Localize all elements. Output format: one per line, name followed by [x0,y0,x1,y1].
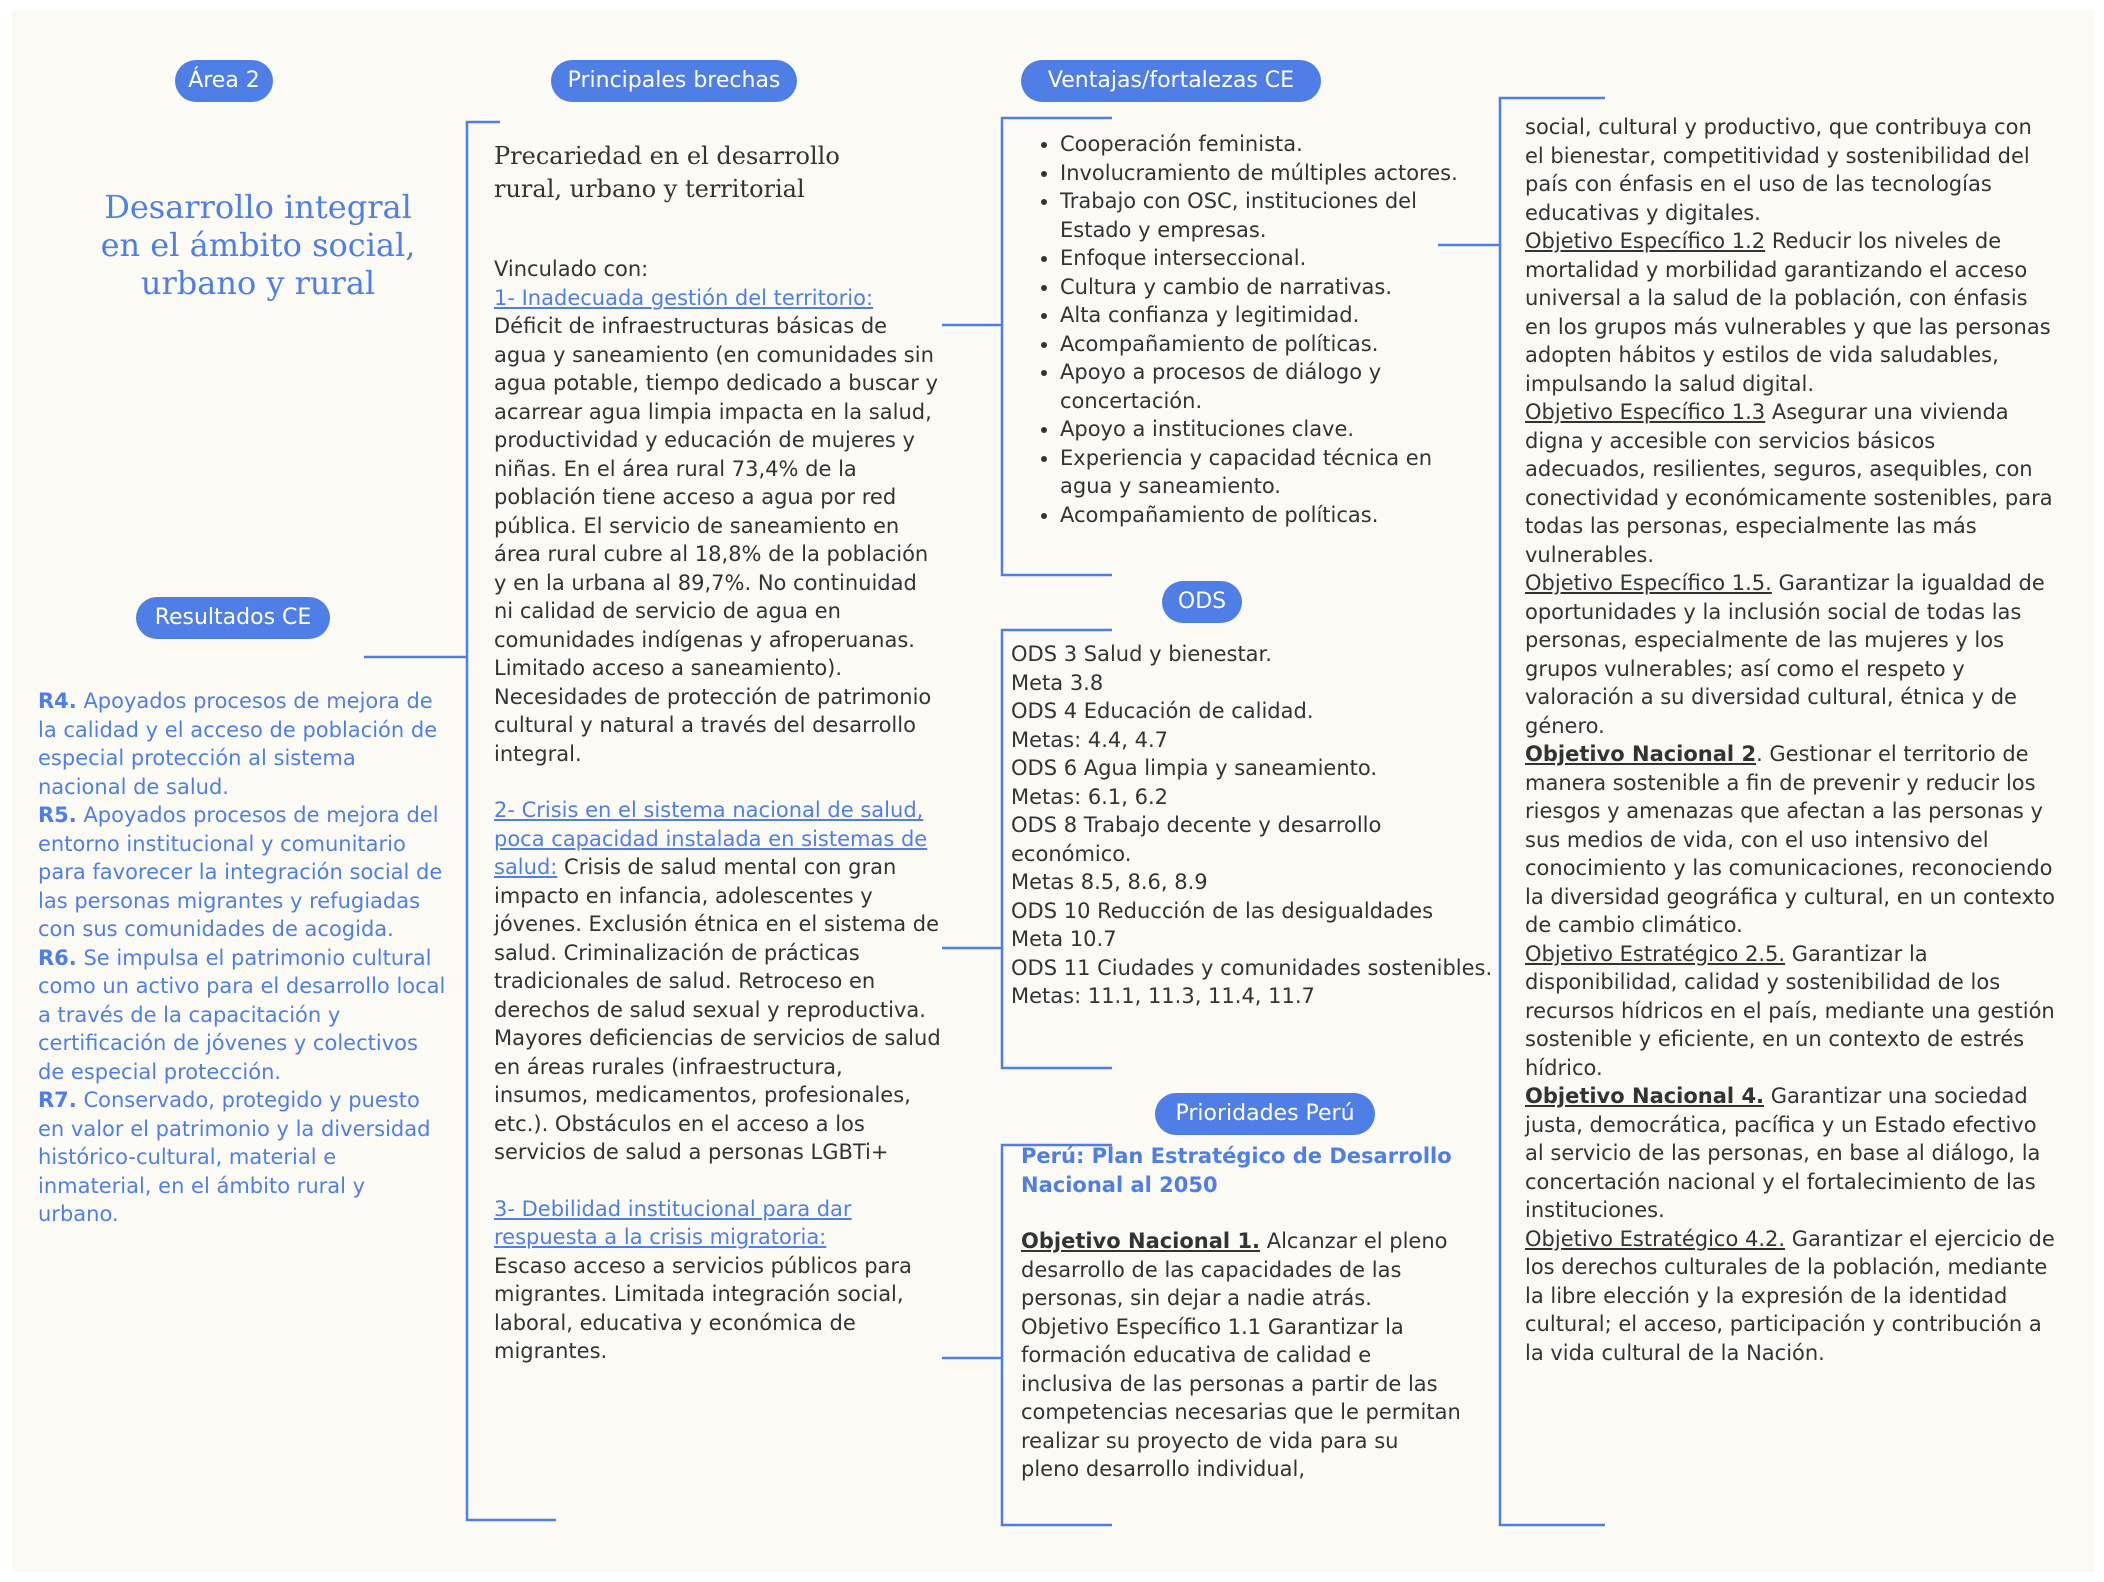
ventaja-item: • Cooperación feminista. [1060,130,1460,159]
objetivo-nacional-1: Objetivo Nacional 1. Alcanzar el pleno desarrollo de las capacidades de las personas, sin dejar a nadie atrás. [1021,1229,1448,1310]
area-pill: Área 2 [175,60,273,102]
brechas-intro: Vinculado con: [494,257,649,281]
resultado-r4: R4. Apoyados procesos de mejora de la calidad y el acceso de población de especial protección al sistema nacional de salud. [38,689,438,799]
principales-brechas-pill: Principales brechas [551,60,797,102]
plan-estrategico-heading: Perú: Plan Estratégico de Desarrollo Nacional al 2050 [1021,1144,1452,1197]
ventaja-item: • Acompañamiento de políticas. [1060,330,1460,359]
ods-line: ODS 6 Agua limpia y saneamiento. [1011,756,1378,780]
ods-line: ODS 8 Trabajo decente y desarrollo económico. [1011,813,1382,866]
brecha-1: 1- Inadecuada gestión del territorio: Déficit de infraestructuras básicas de agua y saneamiento (en comunidades sin agua potable, tiempo dedicado a buscar y acarrear agua limpia impacta en la salud, productividad y educación de mujeres y niñas. En el área rural 73,4% de la población tiene acceso a agua por red pública. El servicio de saneamiento en área rural cubre al 18,8% de la población y en la urbana al 89,7%. No continuidad ni calidad de servicio de agua en comunidades indígenas y afroperuanas. Limitado acceso a saneamiento). Necesidades de protección de patrimonio cultural y natural a través del desarrollo integral. [494,285,939,766]
area-title: Desarrollo integral en el ámbito social, urbano y rural [100,188,416,302]
objetivo-estrategico-4-2: Objetivo Estratégico 4.2. Garantizar el ejercicio de los derechos culturales de la población, mediante la libre elección y la expresión de la identidad cultural; el acceso, participación y contribución a la vida cultural de la Nación. [1525,1226,2055,1365]
ods-pill: ODS [1162,581,1242,623]
objetivo-especifico-1-1-cont: social, cultural y productivo, que contribuya con el bienestar, competitividad y sostenibilidad del país con énfasis en el uso de las tecnologías educativas y digitales. [1525,115,2032,225]
ventaja-item: • Enfoque interseccional. [1060,244,1460,273]
objetivo-especifico-1-2: Objetivo Específico 1.2 Reducir los niveles de mortalidad y morbilidad garantizando el acceso universal a la salud de la población, con énfasis en los grupos más vulnerables y que las personas adopten hábitos y estilos de vida saludables, impulsando la salud digital. [1525,229,2051,396]
prioridades-block [1021,1142,1461,1484]
ventaja-item: • Alta confianza y legitimidad. [1060,301,1460,330]
resultados-list [38,687,450,1229]
objetivo-especifico-1-1: Objetivo Específico 1.1 Garantizar la formación educativa de calidad e inclusiva de las personas a partir de las competencias necesarias que le permitan realizar su proyecto de vida para su pleno desarrollo individual, [1021,1314,1461,1481]
ods-line: ODS 4 Educación de calidad. [1011,699,1314,723]
resultado-r6: R6. Se impulsa el patrimonio cultural como un activo para el desarrollo local a través de la capacitación y certificación de jóvenes y colectivos de especial protección. [38,945,446,1084]
ods-line: Meta 10.7 [1011,927,1117,951]
objetivo-especifico-1-3: Objetivo Específico 1.3 Asegurar una vivienda digna y accesible con servicios básicos adecuados, resilientes, seguros, asequibles, con conectividad y económicamente sostenibles, para todas las personas, especialmente las más vulnerables. [1525,400,2053,567]
ventaja-item: • Involucramiento de múltiples actores. [1060,159,1460,188]
ods-line: Metas: 6.1, 6.2 [1011,784,1168,809]
objetivo-especifico-1-5: Objetivo Específico 1.5. Garantizar la igualdad de oportunidades y la inclusión social de todas las personas, especialmente de las mujeres y los grupos vulnerables; así como el respeto y valoración a su diversidad cultural, étnica y de género. [1525,571,2045,738]
objetivos-column [1525,113,2055,1367]
ods-line: Metas: 11.1, 11.3, 11.4, 11.7 [1011,984,1315,1008]
ods-list [1011,640,1501,1011]
brecha-3: 3- Debilidad institucional para dar respuesta a la crisis migratoria: Escaso acceso a servicios públicos para migrantes. Limitada integración social, laboral, educativa y económica de migrantes. [494,1196,912,1363]
ventaja-item: • Apoyo a instituciones clave. [1060,415,1460,444]
ventaja-item: • Trabajo con OSC, instituciones del Estado y empresas. [1060,187,1460,244]
resultado-r7: R7. Conservado, protegido y puesto en valor el patrimonio y la diversidad histórico-cultural, material e inmaterial, en el ámbito rural y urbano. [38,1088,431,1226]
objetivo-nacional-4: Objetivo Nacional 4. Garantizar una sociedad justa, democrática, pacífica y un Estado efectivo al servicio de las personas, en base al diálogo, la concertación nacional y el fortalecimiento de las instituciones. [1525,1084,2041,1222]
objetivo-nacional-2: Objetivo Nacional 2. Gestionar el territorio de manera sostenible a fin de prevenir y reducir los riesgos y amenazas que afectan a las personas y sus medios de vida, con el uso intensivo del conocimiento y las comunicaciones, reconociendo la diversidad geográfica y cultural, en un contexto de cambio climático. [1525,742,2055,937]
resultados-ce-pill: Resultados CE [136,597,330,639]
ventajas-list [1020,130,1460,529]
resultado-r5: R5. Apoyados procesos de mejora del entorno institucional y comunitario para favorecer la integración social de las personas migrantes y refugiadas con sus comunidades de acogida. [38,803,443,941]
ods-line: ODS 11 Ciudades y comunidades sostenibles. [1011,955,1493,980]
ods-line: ODS 10 Reducción de las desigualdades [1011,898,1434,923]
ods-line: ODS 3 Salud y bienestar. [1011,642,1272,666]
prioridades-peru-pill: Prioridades Perú [1155,1093,1375,1135]
objetivo-estrategico-2-5: Objetivo Estratégico 2.5. Garantizar la disponibilidad, calidad y sostenibilidad de los recursos hídricos en el país, mediante una gestión sostenible y eficiente, en un contexto de estrés hídrico. [1525,941,2055,1080]
ventaja-item: • Acompañamiento de políticas. [1060,501,1460,530]
ods-line: Metas: 4.4, 4.7 [1011,727,1168,752]
brecha-2: 2- Crisis en el sistema nacional de salud, poca capacidad instalada en sistemas de salud: Crisis de salud mental con gran impacto en infancia, adolescentes y jóvenes. Exclusión étnica en el sistema de salud. Criminalización de prácticas tradicionales de salud. Retroceso en derechos de salud sexual y reproductiva. Mayores deficiencias de servicios de salud en áreas rurales (infraestructura, insumos, medicamentos, profesionales, etc.). Obstáculos en el acceso a los servicios de salud a personas LGBTi+ [494,798,941,1164]
brechas-title: Precariedad en el desarrollo rural, urbano y territorial [494,142,840,203]
ventaja-item: • Experiencia y capacidad técnica en agua y saneamiento. [1060,444,1460,501]
ods-line: Meta 3.8 [1011,670,1104,695]
ventajas-fortalezas-pill: Ventajas/fortalezas CE [1021,60,1321,102]
brechas-body [494,255,941,1366]
ventaja-item: • Apoyo a procesos de diálogo y concertación. [1060,358,1460,415]
ods-line: Metas 8.5, 8.6, 8.9 [1011,870,1208,894]
ventaja-item: • Cultura y cambio de narrativas. [1060,273,1460,302]
